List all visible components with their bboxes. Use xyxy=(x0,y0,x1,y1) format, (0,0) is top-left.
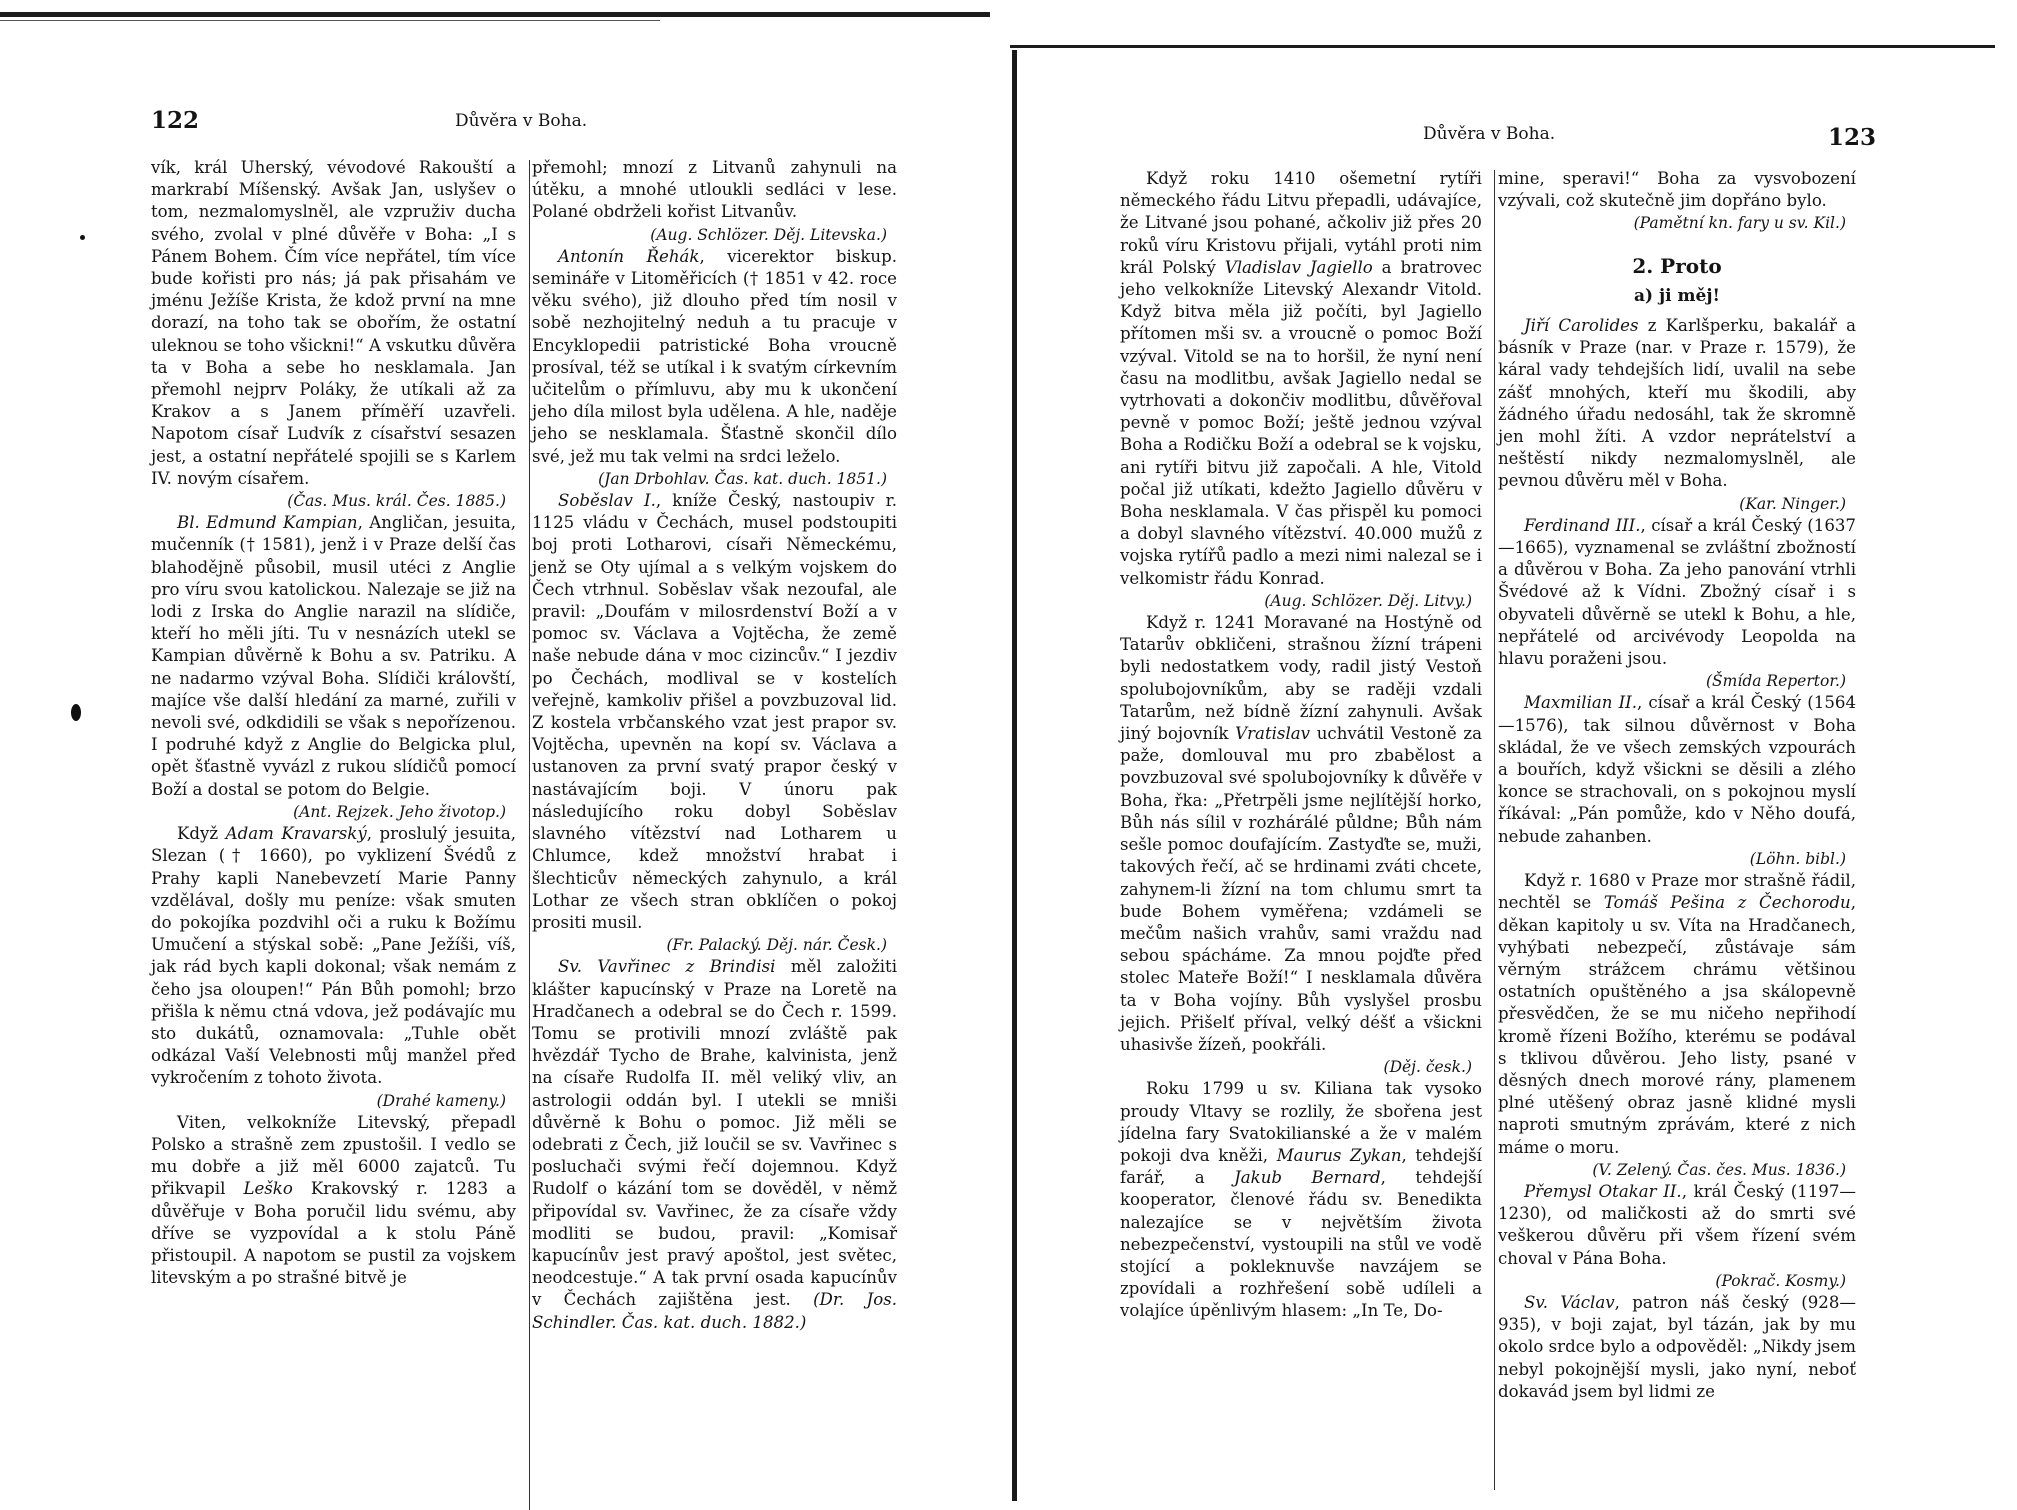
italic-name: Sv. Václav xyxy=(1524,1292,1615,1312)
paragraph xyxy=(1498,515,1856,670)
italic-name: Jakub Bernard xyxy=(1234,1168,1381,1188)
source-citation: (Aug. Schlözer. Děj. Litevska.) xyxy=(650,225,887,244)
gutter-shadow xyxy=(1012,50,1017,1501)
italic-name: Soběslav I. xyxy=(558,491,656,511)
right-page xyxy=(1000,0,2017,1501)
text-run: z Karlšperku, bakalář a básník v Praze (nar. v Praze r. 1579), že káral vady tehdejších lidí, uvalil na sebe zášť mnohých, kteří mu škodili, aby žádného úřadu nedosáhl, tak že skromně jen mohl žíti. A vzdor neprátelství a neštěstí nikdy nezmalomyslněl, ale pevnou důvěru měl v Boha. xyxy=(1498,316,1856,491)
text-run: Když roku 1410 ošemetní rytíři německého řádu Litvu přepadli, udávajíce, že Litvané jsou pohané, ačkoliv již přes 20 roků víru Kristovu přijali, vytáhl proti nim král Polský xyxy=(1120,169,1482,277)
source-citation: (Pokrač. Kosmy.) xyxy=(1715,1271,1846,1290)
italic-name: Maxmilian II. xyxy=(1524,693,1637,713)
paragraph xyxy=(1498,870,1856,1159)
text-run: , císař a král Český (1637—1665), vyznamenal se zvláštní zbožností a důvěrou v Boha. Za jeho panování vtrhli Švédové až k Vídni. Zbožný císař i s obyvateli důvěrně se utekl k Bohu, a hle, nepřátelé od arcivévody Leopolda na hlavu poraženi jsou. xyxy=(1498,515,1856,669)
italic-name: Vladislav Jagiello xyxy=(1224,257,1373,277)
text-run: Když r. 1680 v Praze mor strašně řádil, nechtěl se xyxy=(1498,871,1856,913)
right-column-2 xyxy=(1498,168,1856,1403)
paragraph xyxy=(151,823,516,1089)
paragraph xyxy=(151,1112,516,1290)
paragraph xyxy=(151,157,516,490)
source-citation: (Pamětní kn. fary u sv. Kil.) xyxy=(1633,214,1846,233)
italic-name: Tomáš Pešina z Čechorodu xyxy=(1603,893,1851,913)
paragraph xyxy=(532,490,897,934)
left-page xyxy=(0,0,1000,1501)
source-citation: (Kar. Ninger.) xyxy=(1739,494,1846,513)
section-title: 2. Proto xyxy=(1632,253,1722,278)
paragraph xyxy=(1498,315,1856,493)
right-running-title: Důvěra v Boha. xyxy=(1423,124,1556,144)
left-running-title: Důvěra v Boha. xyxy=(455,111,588,131)
italic-name: Adam Kravarský xyxy=(225,824,367,844)
paragraph xyxy=(532,157,897,224)
italic-name: Sv. Vavřinec z Brindisi xyxy=(558,957,776,977)
text-run: , vicerektor biskup. semináře v Litoměřicích († 1851 v 42. roce věku svého), již dlouho před tím nosil v sobě nezhojitelný neduh a tu pracuje v Encyklopedii patristické Boha vroucně prosíval, též se utíkal i k svatým církevním učitelům o přímluvu, aby mu k ukončení jeho díla milost byla udělena. A hle, naděje jeho se nesklamala. Šťastně skončil dílo své, jež mu tak velmi na srdci leželo. xyxy=(532,246,897,466)
right-page-number: 123 xyxy=(1828,124,1877,151)
paragraph xyxy=(532,956,897,1333)
section-subtitle: a) ji měj! xyxy=(1634,285,1720,306)
text-run: Viten, velkokníže Litevský, přepadl Polsko a strašně zem zpustošil. I vedlo se mu dobře a již měl 6000 zajatců. Tu přikvapil xyxy=(151,1112,516,1199)
source-citation: (Fr. Palacký. Děj. nár. Česk.) xyxy=(666,936,887,955)
text-run: Když r. 1241 Moravané na Hostýně od Tatarův obkličeni, strašnou žízní trápeni byli nedostatkem vody, radil jistý Vestoň spolubojovníkům, aby se raději vzdali Tatarům, než bídně žízní zahynuli. Avšak jiný bojovník xyxy=(1120,613,1482,744)
text-run: , kníže Český, nastoupiv r. 1125 vládu v Čechách, musel podstoupiti boj proti Lotharovi, císaři Německému, jenž se Oty ujímal a s velkým vojskem do Čech vtrhnul. Soběslav však nezoufal, ale pravil: „Doufám v milosrdenství Boží a v pomoc sv. Václava a Vojtěcha, že země naše nebude dána v moc cizincův.“ I jezdiv po Čechách, modlival se v kostelích veřejně, kamkoliv přišel a povzbuzoval lid. Z kostela vrbčanského vzat jest prapor sv. Vojtěcha, upevněn na kopí sv. Václava a ustanoven za první svatý prapor český v nastávajícím boji. V únoru pak následujícího roku dobyl Soběslav slavného vítězství nad Lotharem u Chlumce, kdež množství hrabat i šlechticův německých zahynulo, a král Lothar ze všech stran obklíčen o pokoj prositi musil. xyxy=(532,491,897,932)
italic-name: Bl. Edmund Kampian xyxy=(177,513,358,533)
italic-name: Ferdinand III. xyxy=(1524,515,1641,535)
text-run: měl založiti klášter kapucínský v Praze na Loretě na Hradčanech a odebral se do Čech r. 1599. Tomu se protivili mnozí zvláště pak hvězdář Tycho de Brahe, kalvinista, jenž na císaře Rudolfa II. měl veliký vliv, an astrologii oddán byl. I utekli se mniši důvěrně k Bohu o pomoc. Již měli se odebrati z Čech, již loučil se sv. Vavřinec s posluchači svými řečí dojemnou. Když Rudolf o kázání tom se dověděl, v němž připovídal sv. Vavřinec, že za císaře vždy modliti se budou, pravil: „Komisař kapucínův jest pravý apoštol, jest světec, neodcestuje.“ A tak první osada kapucínův v Čechách zajištěna jest. xyxy=(532,957,897,1310)
source-citation: (Löhn. bibl.) xyxy=(1749,849,1846,868)
source-citation: (Čas. Mus. král. Čes. 1885.) xyxy=(287,492,506,511)
paragraph xyxy=(1120,168,1482,590)
text-run: , tehdejší kooperator, členové řádu sv. Benedikta nalezajíce se v největším života nebezpečenství, vystoupili na stůl ve vodě stojící a pokleknuvše navzájem se zpovídali a rozhřešení sobě udíleli a volajíce úpěnlivým hlasem: „In Te, Do- xyxy=(1120,1168,1483,1321)
source-citation: (Drahé kameny.) xyxy=(376,1091,506,1110)
left-column-2 xyxy=(532,157,897,1334)
source-citation: (Ant. Rejzek. Jeho životop.) xyxy=(293,802,506,821)
top-rule xyxy=(0,12,990,17)
column-rule xyxy=(529,160,530,1510)
text-run: , Angličan, jesuita, mučenník († 1581), jenž i v Praze delší čas blahodějně působil, musil utéci z Anglie pro víru svou katolickou. Nalezaje se již na lodi z Irska do Anglie narazil na slídiče, kteří ho měli jíti. Tu v nesnázích utekl se Kampian důvěrně k Bohu a sv. Patriku. A ne nadarmo vzýval Boha. Slídiči královští, majíce vše další hledání za marné, zuřili v nevoli své, odkdidili se však s nepořízenou. I podruhé když z Anglie do Belgicka plul, opět šťastně vyvázl z rukou slídičů pomocí Boží a dostal se potom do Belgie. xyxy=(151,513,516,799)
text-run: , patron náš český (928—935), v boji zajat, byl tázán, jak by mu okolo srdce bylo a odpověděl: „Nikdy jsem nebyl pokojnější mysli, jako nyní, neboť dokavád jsem byl lidmi ze xyxy=(1498,1292,1856,1401)
source-citation: (Děj. česk.) xyxy=(1383,1058,1472,1077)
column-rule xyxy=(1494,170,1495,1490)
text-run: vík, král Uherský, vévodové Rakouští a markrabí Míšenský. Avšak Jan, uslyšev o tom, nezmalomyslněl, ale vzpruživ ducha svého, zvolal v plné důvěře v Boha: „I s Pánem Bohem. Čím více nepřátel, tím více bude kořisti pro nás; já pak přisahám ve jménu Ježíše Krista, že kdož první na mne dorazí, na toho tak se obořím, že ostatní uleknou se toho všickni!“ A vskutku důvěra ta v Boha a sebe ho nesklamala. Jan přemohl nejprv Poláky, že utíkali až za Krakov a s Janem příměří uzavřeli. Napotom císař Ludvík z císařství sesazen jest, a ostatní nepřátelé spojili se s Karlem IV. novým císařem. xyxy=(151,158,516,488)
italic-name: Antonín Řehák xyxy=(558,246,700,266)
paragraph xyxy=(1120,612,1482,1056)
paragraph xyxy=(1498,692,1856,847)
italic-name: Jiří Carolides xyxy=(1524,316,1639,336)
text-run: mine, speravi!“ Boha za vysvobození vzývali, což skutečně jim dopřáno bylo. xyxy=(1498,169,1856,211)
left-page-number: 122 xyxy=(151,107,200,134)
text-run: Roku 1799 u sv. Kiliana tak vysoko proudy Vltavy se rozlily, že sbořena jest jídelna fary Svatokilianské a že v malém pokoji dva kněži, xyxy=(1120,1079,1482,1165)
paragraph xyxy=(1120,1078,1482,1322)
text-run: a bratrovec jeho velkokníže Litevský Alexandr Vitold. Když bitva měla již počíti, byl Jagiello přítomen mši sv. a vroucně o pomoc Boží vzýval. Vitold se na to horšil, že nyní není času na modlitbu, avšak Jagiello nedal se vytrhovati a dokončiv modlitbu, důvěřoval pevně v pomoc Boží; ještě jednou vzýval Boha a Rodičku Boží a odebral se k vojsku, ani rytíři bitvu již započali. A hle, Vitold počal již utíkati, kdežto Jagiello důvěru v Boha nesklamala. V čas přispěl ku pomoci a dobyl slavného vítězství. 40.000 mužů z vojska rytířů padlo a mezi nimi nalezal se i velkomistr řádu Konrad. xyxy=(1120,257,1482,588)
text-run: Krakovský r. 1283 a důvěřuje v Boha poručil lidu svému, aby dříve se vyzpovídal a k stolu Páně přistoupil. A napotom se pustil za vojskem litevským a po strašné bitvě je xyxy=(151,1179,516,1288)
print-speck xyxy=(80,235,85,240)
italic-name: Leško xyxy=(243,1179,293,1199)
source-citation: (Aug. Schlözer. Děj. Litvy.) xyxy=(1264,591,1472,610)
italic-name: (Dr. Jos. Schindler. Čas. kat. duch. 1882.) xyxy=(532,1290,897,1332)
top-rule xyxy=(1010,45,1995,48)
paragraph xyxy=(1498,1292,1856,1403)
source-citation: (Jan Drbohlav. Čas. kat. duch. 1851.) xyxy=(598,469,887,488)
text-run: přemohl; mnozí z Litvanů zahynuli na útěku, a mnohé utloukli sedláci v lese. Polané obdrželi kořist Litvanův. xyxy=(532,158,897,222)
text-run: uchvátil Vestoně za paže, domlouval mu pro zbabělost a povzbuzoval své spolubojovníky k důvěře v Boha, řka: „Přetrpěli jsme nejlítější horko, Bůh nás sílil v rozhárálé půldne; Bůh nám sešle pomoc doufajícím. Zastyďte se, muži, takových řečí, ač se hrdinami zváti chcete, zahynem-li žízní na tom chlumu smrt ta bude Bohem vyměřena; vzdámeli se mečům našich vrahův, sami vraždu nad sebou spácháme. Za mnou pojďte před stolec Mateře Boží!“ I nesklamala důvěra ta v Boha vojíny. Bůh vyslyšel prosbu jejich. Přišelť příval, velký déšť a všickni uhasivše žízeň, pookřáli. xyxy=(1120,724,1482,1054)
text-run: , císař a král Český (1564—1576), tak silnou důvěrnost v Boha skládal, že ve všech zemských vzpourách a bouřích, když všickni se děsili a zlého konce se strachovali, on s pokojnou myslí říkával: „Pán pomůže, kdo v Něho doufá, nebude zahanben. xyxy=(1498,693,1856,846)
paragraph xyxy=(151,512,516,801)
text-run: , tehdejší farář, a xyxy=(1120,1145,1482,1188)
text-run: , proslulý jesuita, Slezan († 1660), po vyklizení Švédů z Prahy kapli Nanebevzetí Marie Panny vzdělával, došly mu peníze: však smuten do pokojíka pozdvihl oči a ruku k Božímu Umučení a stýskal sobě: „Pane Ježíši, víš, jak rád bych kapli dokonal; však nemám z čeho jsa oloupen!“ Pán Bůh pomohl; brzo přišla k němu ctná vdova, jež podávajíc mu sto dukátů, oznamovala: „Tuhle obět odkázal Vaší Velebnosti můj manžel před vykročením z tohoto života. xyxy=(151,824,516,1088)
left-column-1 xyxy=(151,157,516,1289)
text-run: Když xyxy=(177,824,226,844)
italic-name: Přemysl Otakar II. xyxy=(1524,1181,1682,1201)
source-citation: (V. Zelený. Čas. čes. Mus. 1836.) xyxy=(1592,1160,1846,1179)
right-column-1 xyxy=(1120,168,1482,1323)
paragraph xyxy=(532,246,897,468)
text-run: , král Český (1197—1230), od maličkosti až do smrti své veškerou důvěru při všem řízení svém choval v Pána Boha. xyxy=(1498,1181,1856,1268)
ink-blot xyxy=(71,704,81,721)
paragraph xyxy=(1498,168,1856,212)
italic-name: Vratislav xyxy=(1235,724,1311,744)
paragraph xyxy=(1498,1181,1856,1270)
text-run: , děkan kapitoly u sv. Víta na Hradčanech, vyhýbati nebezpečí, zůstávaje sám věrným strážcem chrámu většinou ostatních opuštěného a jsa skálopevně přesvědčen, že se mu ničeho nepřihodí kromě řízeni Božího, kterému se podával s tklivou důvěrou. Jeho listy, psané v děsných dnech morové rány, plamenem plné utěšený obraz jasně klidné mysli naproti smutným zprávám, které z nich máme o moru. xyxy=(1498,893,1857,1157)
top-rule-thin xyxy=(0,20,660,21)
italic-name: Maurus Zykan xyxy=(1276,1145,1402,1165)
source-citation: (Šmída Repertor.) xyxy=(1706,672,1846,691)
